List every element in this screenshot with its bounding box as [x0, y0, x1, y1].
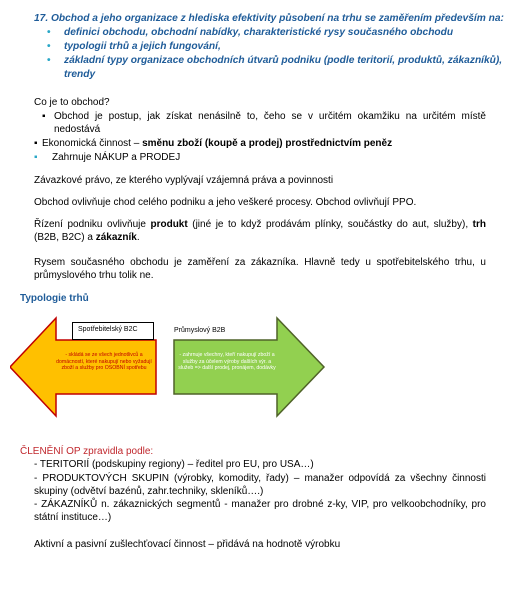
paragraph-3: Řízení podniku ovlivňuje produkt (jiné je to když prodávám plínky, součástky do aut, služby), trh (B2B, B2C) a zákazník.: [34, 219, 486, 243]
cleneni-item-1: - TERITORIÍ (podskupiny regiony) – ředitel pro EU, pro USA…): [34, 459, 314, 470]
paragraph-2: Obchod ovlivňuje chod celého podniku a jeho veškeré procesy. Obchod ovlivňují PPO.: [34, 197, 417, 208]
intro-point-1: ▪ Obchod je postup, jak získat nenásilně to, čeho se v určitém okamžiku na určitém místě nedostává: [42, 111, 486, 135]
cleneni-title: ČLENĚNÍ OP zpravidla podle:: [20, 446, 154, 457]
cleneni-last: Aktivní a pasivní zušlechťovací činnost – přidává na hodnotě výrobku: [34, 539, 341, 550]
paragraph-4: Rysem současného obchodu je zaměření za zákazníka. Hlavně tedy u spotřebitelského trhu, u průmyslového trhu tolik ne.: [34, 257, 486, 281]
b2c-label: Spotřebitelský B2C: [78, 326, 138, 333]
b2b-description: - zahrnuje všechny, kteří nakupují zboží a služby za účelem výroby dalších výr. a služeb => další prodej, pronájem, dodávky: [178, 352, 276, 372]
heading-bullet-2: • typologii trhů a jejich fungování,: [47, 41, 221, 52]
question-text: Co je to obchod?: [34, 97, 110, 108]
b2b-label: Průmyslový B2B: [174, 327, 226, 334]
heading-title: 17. Obchod a jeho organizace z hlediska efektivity působení na trhu se zaměřením především na:: [34, 13, 504, 24]
typology-title: Typologie trhů: [20, 293, 89, 304]
b2c-description: - skládá se ze všech jednotlivců a domácností, které nakupují nebo vyžadují zboží a služby pro OSOBNÍ spotřebu: [56, 352, 152, 372]
cleneni-item-3: - ZÁKAZNÍKŮ n. zákaznických segmentů - manažer pro drobné z-ky, VIP, pro velkoobchodníky, pro státní instituce…): [34, 499, 486, 523]
bullet-icon: ▪: [34, 138, 38, 149]
bullet-icon: •: [47, 27, 51, 38]
bullet-icon: ▪: [42, 111, 46, 122]
bullet-icon: •: [47, 41, 51, 52]
heading-bullet-1: • definici obchodu, obchodní nabídky, charakteristické rysy současného obchodu: [47, 27, 454, 38]
paragraph-1: Závazkové právo, ze kterého vyplývají vzájemná práva a povinnosti: [34, 175, 334, 186]
bullet-icon: •: [47, 55, 51, 66]
section-heading: [34, 12, 504, 82]
heading-bullet-3: • základní typy organizace obchodních útvarů podniku (podle teritorií, produktů, zákazníků), trendy: [47, 55, 503, 80]
intro-point-3: ▪ Zahrnuje NÁKUP a PRODEJ: [34, 152, 181, 163]
cleneni-item-2: - PRODUKTOVÝCH SKUPIN (výrobky, komodity, řady) – manažer odpovídá za všechny činnosti skupiny (odvětví bazénů, zahr.techniky, skleníků….): [34, 473, 486, 497]
intro-point-2: ▪ Ekonomická činnost – směnu zboží (koupě a prodej) prostřednictvím peněz: [34, 138, 393, 149]
bullet-icon: ▪: [34, 152, 38, 163]
